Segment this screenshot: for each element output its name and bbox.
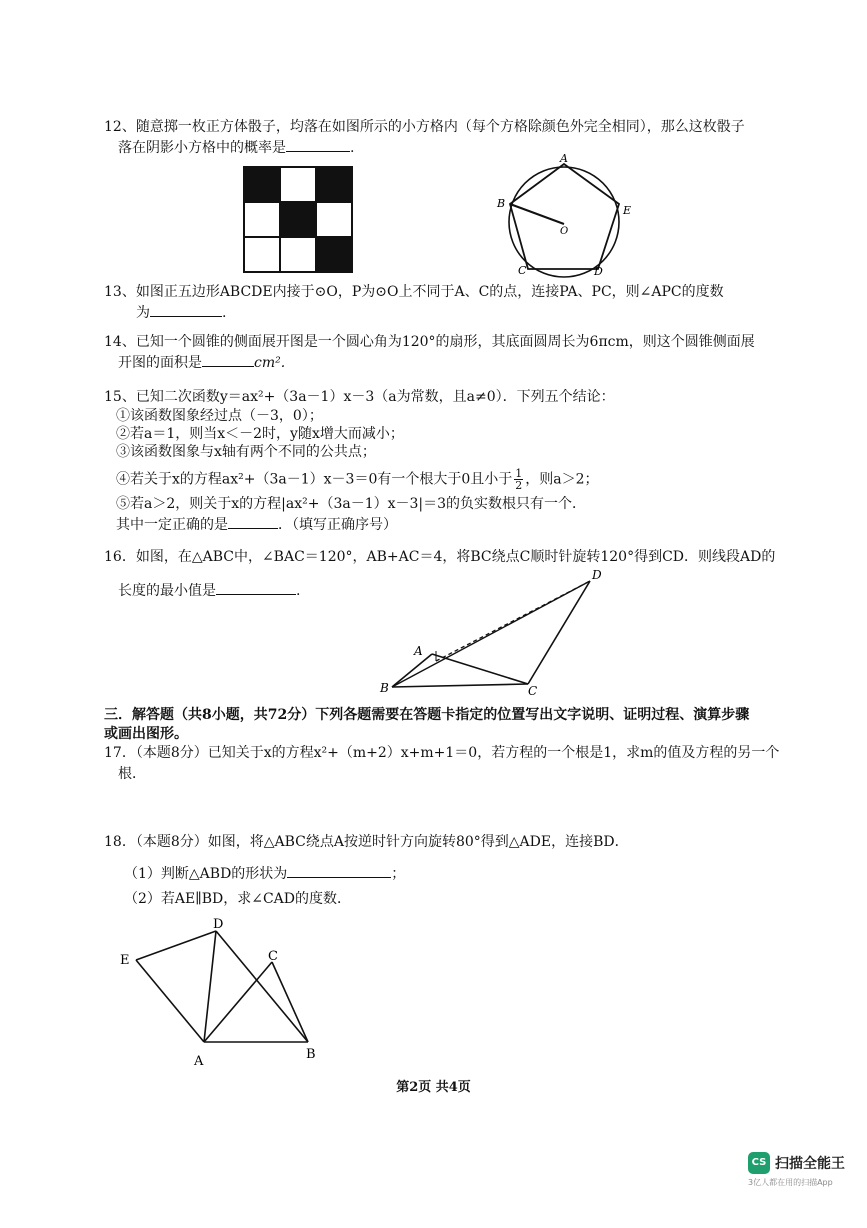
q12-line2 [118,137,354,157]
label-b: B [497,197,506,210]
q15-conclusion-5: ⑤若a＞2，则关于x的方程|ax²+（3a－1）x－3|＝3的负实数根只有一个． [116,496,587,512]
q13-line2 [136,302,226,322]
q15-conclusion-3: ③该函数图象与x轴有两个不同的公共点； [116,444,376,460]
q14-line1: 14、已知一个圆锥的侧面展开图是一个圆心角为120°的扇形，其底面圆周长为6πcm，则这个圆锥侧面展 [104,334,755,350]
section3-line1: 三．解答题（共8小题，共72分）下列各题需要在答题卡指定的位置写出文字说明、证明过程、演算步骤 [104,707,750,723]
pentagon-abcde [510,164,619,269]
q12-end: . [350,140,355,156]
q13-line1: 13、如图正五边形ABCDE内接于⊙O，P为⊙O上不同于A、C的点，连接PA、PC，则∠APC的度数 [104,284,724,300]
q14-answer-blank [202,352,254,367]
segment-bd [392,581,590,687]
grid-cell-black [316,167,352,202]
q12-text: 落在阴影小方格中的概率是 [118,140,286,156]
q17-line2: 根． [118,766,146,782]
label-c: C [528,684,538,698]
segment-db [216,931,308,1042]
q15-conclusion-2: ②若a＝1，则当x＜－2时，y随x增大而减小； [116,426,404,442]
segment-bc [392,684,528,687]
grid-cell-black [244,167,280,202]
label-d: D [213,917,224,932]
q18-sub1 [124,863,405,883]
segment-cb [272,962,308,1042]
grid-cell-white [280,237,316,272]
label-e: E [120,953,130,968]
label-c: C [268,949,278,964]
q14-text: 开图的面积是 [118,355,202,371]
label-a: A [560,152,568,165]
q17-line1: 17．（本题8分）已知关于x的方程x²+（m+2）x+m+1＝0，若方程的一个根是1，求m的值及方程的另一个 [104,745,780,761]
q15-c4-post: ，则a＞2； [525,471,599,488]
q18-line1: 18．（本题8分）如图，将△ABC绕点A按逆时针方向旋转80°得到△ADE，连接BD． [104,834,629,850]
segment-ac [204,962,272,1042]
q12-line1: 12、随意掷一枚正方体骰子，均落在如图所示的小方格内（每个方格除颜色外完全相同），那么这枚骰子 [104,119,745,135]
q15-conclusion-4 [116,468,599,491]
label-c: C [518,264,527,277]
grid-cell-black [280,202,316,237]
label-a: A [194,1054,204,1069]
segment-cd [528,581,590,684]
q15-fraction-den: 2 [515,479,523,492]
label-b: B [306,1047,316,1062]
label-d: D [592,568,602,582]
q18-sub1-text: （1）判断△ABD的形状为 [124,866,288,882]
q15-conclusion-1: ①该函数图象经过点（－3，0）； [116,408,323,424]
q13-answer-blank [150,302,222,317]
q16-answer-blank [216,580,296,595]
label-e: E [623,204,632,217]
label-o: O [560,226,569,237]
grid-cell-white [244,202,280,237]
camscanner-logo-icon: CS [748,1152,770,1174]
label-d: D [594,265,603,278]
q16-text: 长度的最小值是 [118,583,216,599]
grid-cell-black [316,237,352,272]
section3-line2: 或画出图形。 [104,726,188,742]
q15-c4-pre: ④若关于x的方程ax²+（3a－1）x－3＝0有一个根大于0且小于 [116,471,513,488]
segment-ea [136,960,204,1042]
q14-unit: cm². [254,355,286,371]
q15-line1: 15、已知二次函数y＝ax²+（3a－1）x－3（a为常数，且a≠0）．下列五个结论： [104,389,615,405]
q18-sub2: （2）若AE∥BD，求∠CAD的度数． [124,891,351,907]
brand-tagline: 3亿人都在用的扫描App [748,1178,833,1187]
q15-tail-end: ．（填写正确序号） [278,517,397,533]
page-number: 第2页 共4页 [396,1080,471,1095]
triangle-rotation-figure-16 [378,565,618,700]
segment-ad-dashed [436,581,590,661]
q16-end: . [296,583,301,599]
q13-end: . [222,305,227,321]
segment-ab [512,164,564,202]
grid-cell-white [280,167,316,202]
q15-fraction-num: 1 [515,467,523,480]
q16-line2 [118,580,300,600]
q15-answer-blank [228,514,278,529]
q13-text: 为 [136,305,150,321]
grid-cell-white [316,202,352,237]
q16-line1: 16．如图，在△ABC中，∠BAC＝120°，AB+AC＝4，将BC绕点C顺时针旋转120°得到CD．则线段AD的 [104,549,776,565]
segment-da [204,931,216,1042]
scanner-watermark [748,1150,858,1190]
label-b: B [380,681,389,695]
q15-tail-text: 其中一定正确的是 [116,517,228,533]
triangle-rotation-figure-18 [112,912,332,1072]
pentagon-figure [490,152,630,277]
q18-answer-blank [287,863,391,878]
label-a: A [414,644,423,658]
segment-ba [392,654,432,687]
q18-sub1-end: ； [391,866,406,882]
segment-bo [510,204,564,224]
q15-tail [116,514,397,534]
brand-name: 扫描全能王 [775,1156,845,1172]
q12-answer-blank [286,137,350,152]
probability-grid-figure [244,167,354,275]
segment-ed [136,931,216,960]
grid-cell-white [244,237,280,272]
q15-fraction [514,468,523,491]
q14-line2 [118,352,285,372]
